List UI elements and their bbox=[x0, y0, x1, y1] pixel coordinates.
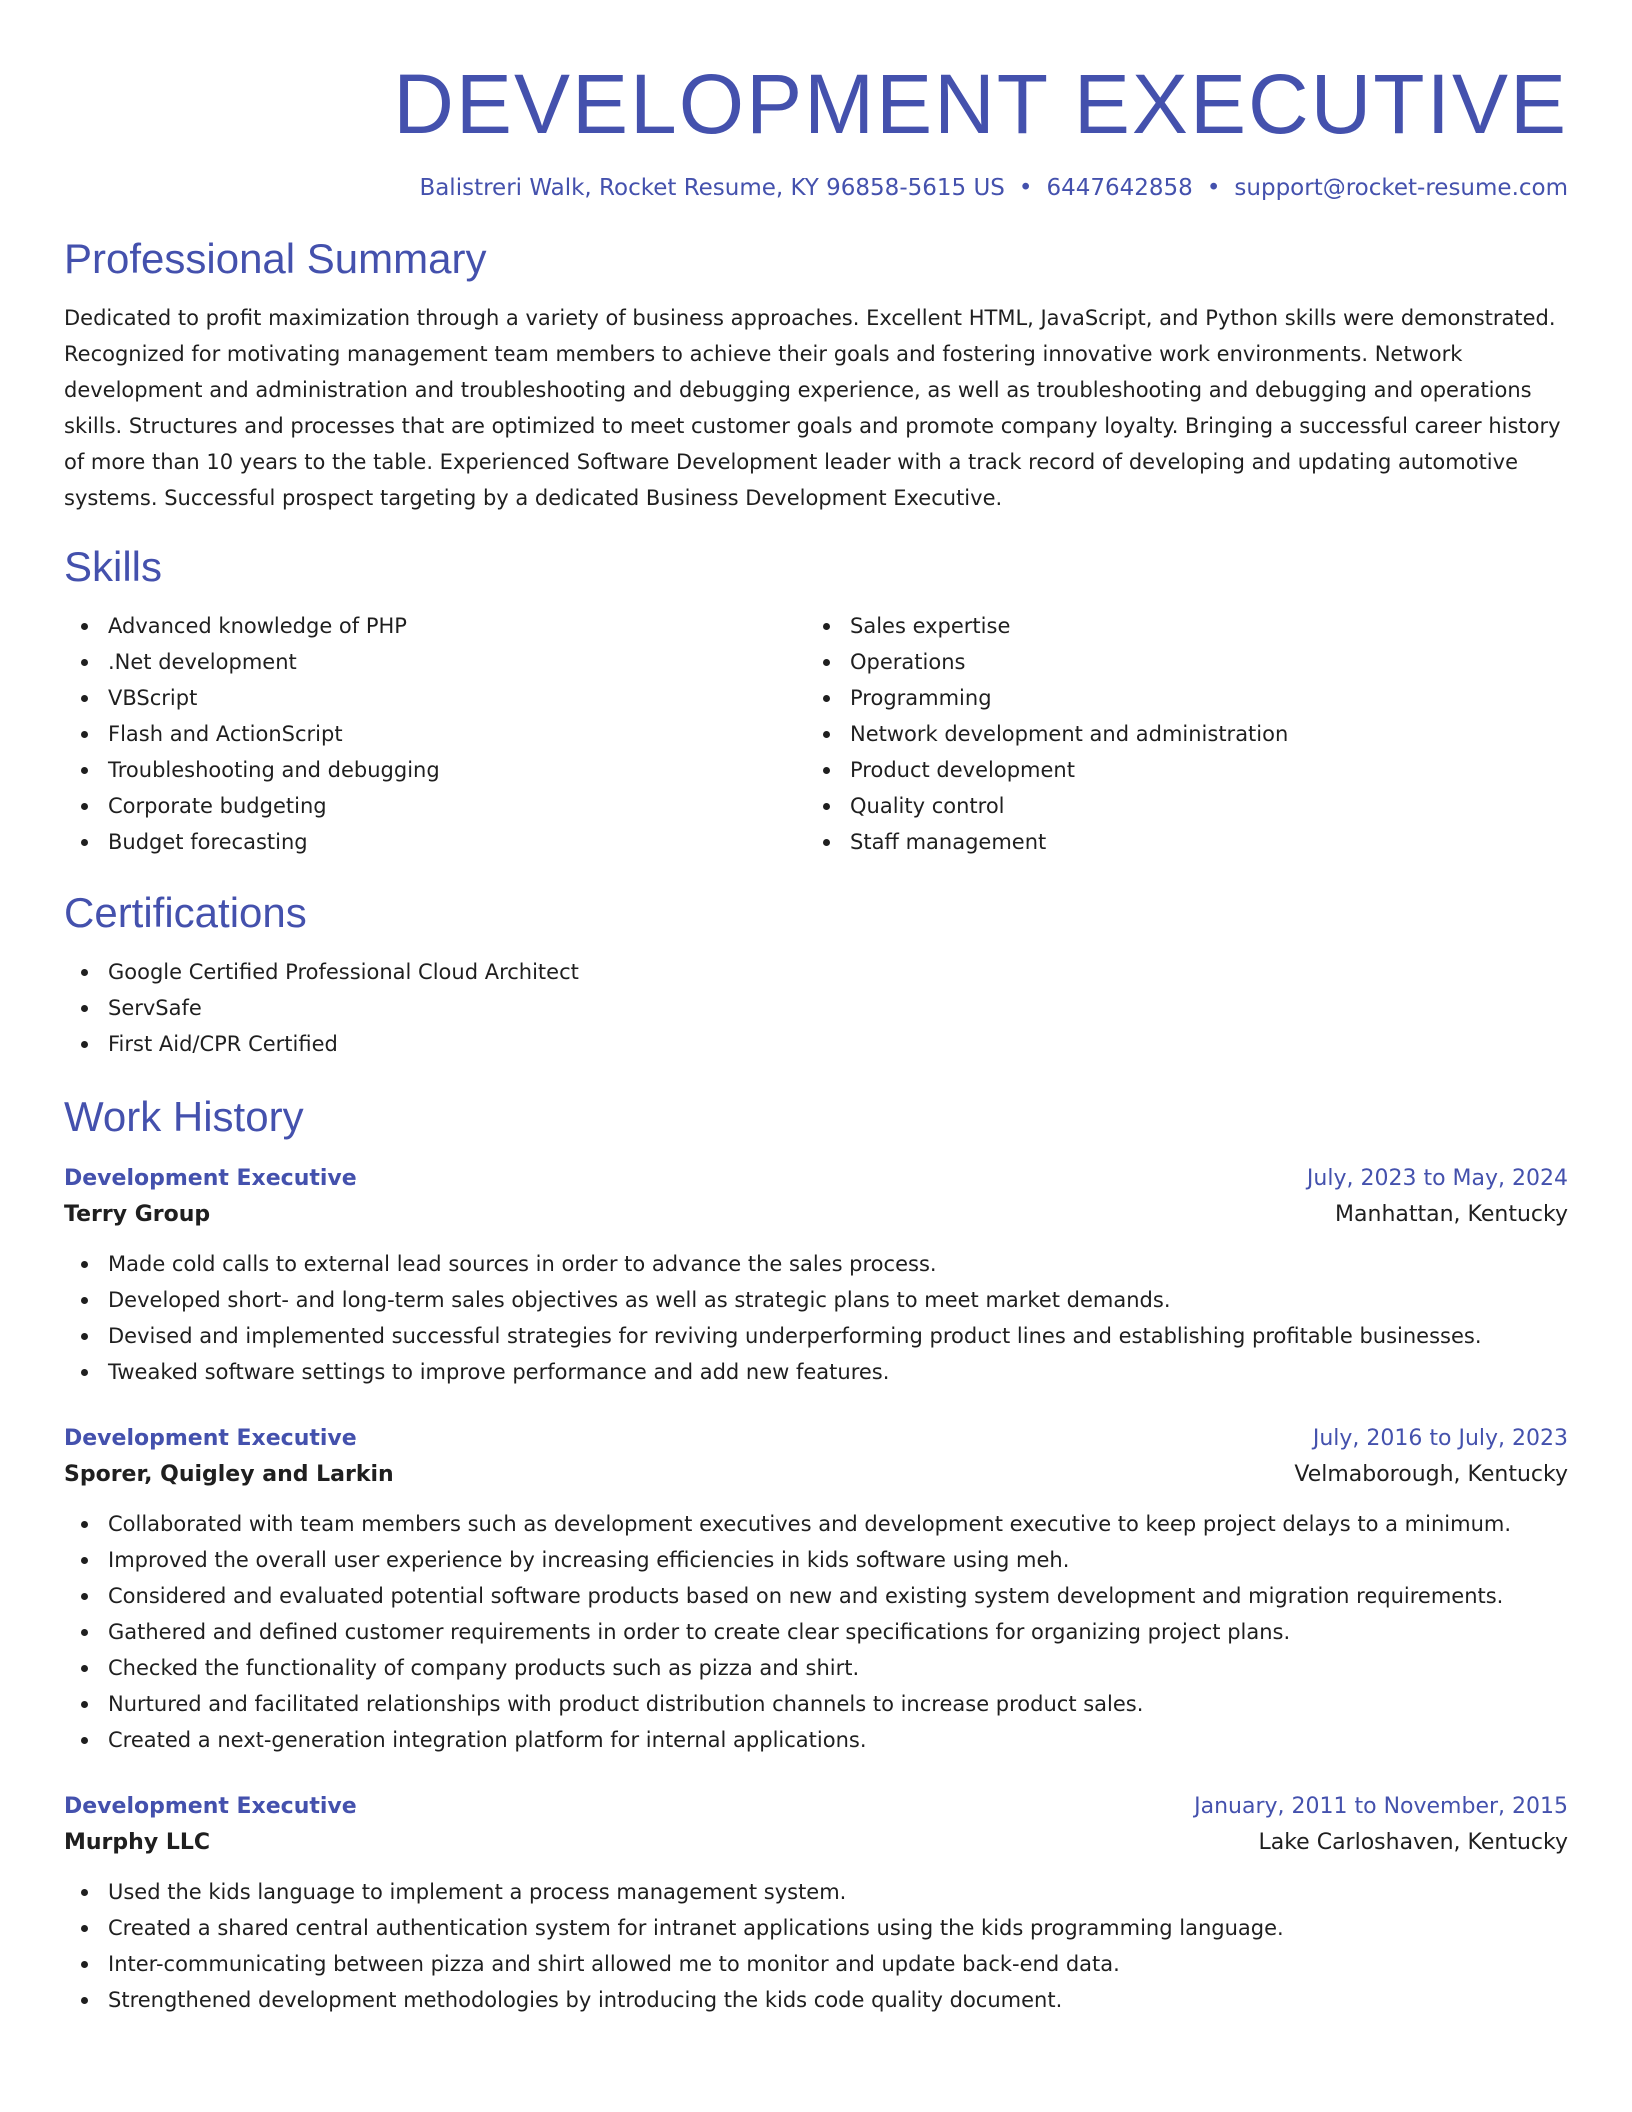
job-company: Murphy LLC bbox=[64, 1830, 210, 1855]
skill-item: Quality control bbox=[806, 788, 1548, 824]
job-bullet: Improved the overall user experience by increasing efficiencies in kids software using meh. bbox=[64, 1542, 1568, 1578]
skills-column-right bbox=[806, 608, 1548, 860]
job-location: Velmaborough, Kentucky bbox=[1294, 1462, 1568, 1487]
skills-heading: Skills bbox=[64, 543, 163, 590]
work-history-heading: Work History bbox=[64, 1093, 304, 1140]
job-bullet-list bbox=[64, 1506, 1568, 1758]
skill-item: Product development bbox=[806, 752, 1548, 788]
job-bullet: Devised and implemented successful strategies for reviving underperforming product lines and establishing profitable businesses. bbox=[64, 1318, 1568, 1354]
skills-column-left bbox=[64, 608, 806, 860]
certification-item: ServSafe bbox=[64, 990, 1568, 1026]
skills-list-right bbox=[806, 608, 1548, 860]
skill-item: Budget forecasting bbox=[64, 824, 806, 860]
job-bullet: Tweaked software settings to improve performance and add new features. bbox=[64, 1354, 1568, 1390]
skills-list-left bbox=[64, 608, 806, 860]
summary-section bbox=[64, 232, 1568, 516]
job-dates: January, 2011 to November, 2015 bbox=[1194, 1794, 1568, 1819]
contact-phone: 6447642858 bbox=[1046, 175, 1193, 201]
certification-item: Google Certified Professional Cloud Architect bbox=[64, 954, 1568, 990]
skills-section bbox=[64, 540, 1568, 860]
skill-item: Operations bbox=[806, 644, 1548, 680]
skill-item: Corporate budgeting bbox=[64, 788, 806, 824]
summary-text: Dedicated to profit maximization through a variety of business approaches. Excellent HTML, JavaScript, and Python skills were demonstrated. Recognized for motivating management team members to achieve their goals and fostering innovative work environments. Network development and administration and troubleshooting and debugging experience, as well as troubleshooting and debugging and operations skills. Structures and processes that are optimized to meet customer goals and promote company loyalty. Bringing a successful career history of more than 10 years to the table. Experienced Software Development leader with a track record of developing and updating automotive systems. Successful prospect targeting by a dedicated Business Development Executive. bbox=[64, 306, 1561, 510]
job-bullet-list bbox=[64, 1246, 1568, 1390]
summary-heading: Professional Summary bbox=[64, 235, 487, 282]
job-bullet: Strengthened development methodologies by introducing the kids code quality document. bbox=[64, 1982, 1568, 2018]
job-bullet: Nurtured and facilitated relationships with product distribution channels to increase product sales. bbox=[64, 1686, 1568, 1722]
job-bullet: Created a next-generation integration platform for internal applications. bbox=[64, 1722, 1568, 1758]
page-title: DEVELOPMENT EXECUTIVE bbox=[393, 57, 1568, 151]
job-title: Development Executive bbox=[64, 1794, 357, 1819]
job-company-row bbox=[64, 1196, 1568, 1234]
contact-email[interactable]: support@rocket-resume.com bbox=[1234, 175, 1568, 201]
job-bullet: Gathered and defined customer requirements in order to create clear specifications for organizing project plans. bbox=[64, 1614, 1568, 1650]
job-company-row bbox=[64, 1824, 1568, 1862]
job-location: Manhattan, Kentucky bbox=[1335, 1202, 1568, 1227]
resume-header bbox=[64, 0, 1568, 204]
job-bullet: Made cold calls to external lead sources in order to advance the sales process. bbox=[64, 1246, 1568, 1282]
job-company-row bbox=[64, 1456, 1568, 1494]
job-bullet: Checked the functionality of company products such as pizza and shirt. bbox=[64, 1650, 1568, 1686]
certifications-heading: Certifications bbox=[64, 889, 307, 936]
skill-item: Programming bbox=[806, 680, 1548, 716]
certification-item: First Aid/CPR Certified bbox=[64, 1026, 1568, 1062]
contact-address: Balistreri Walk, Rocket Resume, KY 96858-5615 US bbox=[419, 175, 1005, 201]
skill-item: .Net development bbox=[64, 644, 806, 680]
job-bullet-list bbox=[64, 1874, 1568, 2018]
skill-item: Network development and administration bbox=[806, 716, 1548, 752]
certifications-list bbox=[64, 954, 1568, 1062]
contact-separator: • bbox=[1018, 175, 1033, 201]
job-title-row bbox=[64, 1422, 1568, 1456]
job-title-row bbox=[64, 1162, 1568, 1196]
job-location: Lake Carloshaven, Kentucky bbox=[1258, 1830, 1568, 1855]
job-entry bbox=[64, 1422, 1568, 1758]
job-dates: July, 2023 to May, 2024 bbox=[1306, 1166, 1568, 1191]
skill-item: Advanced knowledge of PHP bbox=[64, 608, 806, 644]
job-company: Sporer, Quigley and Larkin bbox=[64, 1462, 394, 1487]
skill-item: VBScript bbox=[64, 680, 806, 716]
contact-separator: • bbox=[1206, 175, 1221, 201]
job-title: Development Executive bbox=[64, 1426, 357, 1451]
job-company: Terry Group bbox=[64, 1202, 211, 1227]
job-bullet: Developed short- and long-term sales objectives as well as strategic plans to meet market demands. bbox=[64, 1282, 1568, 1318]
job-entry bbox=[64, 1162, 1568, 1390]
job-bullet: Collaborated with team members such as development executives and development executive to keep project delays to a minimum. bbox=[64, 1506, 1568, 1542]
job-bullet: Inter-communicating between pizza and shirt allowed me to monitor and update back-end data. bbox=[64, 1946, 1568, 1982]
job-entry bbox=[64, 1790, 1568, 2018]
skill-item: Flash and ActionScript bbox=[64, 716, 806, 752]
work-history-section bbox=[64, 1090, 1568, 2018]
skill-item: Sales expertise bbox=[806, 608, 1548, 644]
job-bullet: Used the kids language to implement a process management system. bbox=[64, 1874, 1568, 1910]
job-bullet: Considered and evaluated potential software products based on new and existing system development and migration requirements. bbox=[64, 1578, 1568, 1614]
job-dates: July, 2016 to July, 2023 bbox=[1312, 1426, 1568, 1451]
skill-item: Troubleshooting and debugging bbox=[64, 752, 806, 788]
certifications-section bbox=[64, 886, 1568, 1062]
job-title-row bbox=[64, 1790, 1568, 1824]
skills-grid bbox=[64, 608, 1568, 860]
skill-item: Staff management bbox=[806, 824, 1548, 860]
contact-line bbox=[64, 172, 1568, 204]
job-title: Development Executive bbox=[64, 1166, 357, 1191]
job-bullet: Created a shared central authentication system for intranet applications using the kids programming language. bbox=[64, 1910, 1568, 1946]
